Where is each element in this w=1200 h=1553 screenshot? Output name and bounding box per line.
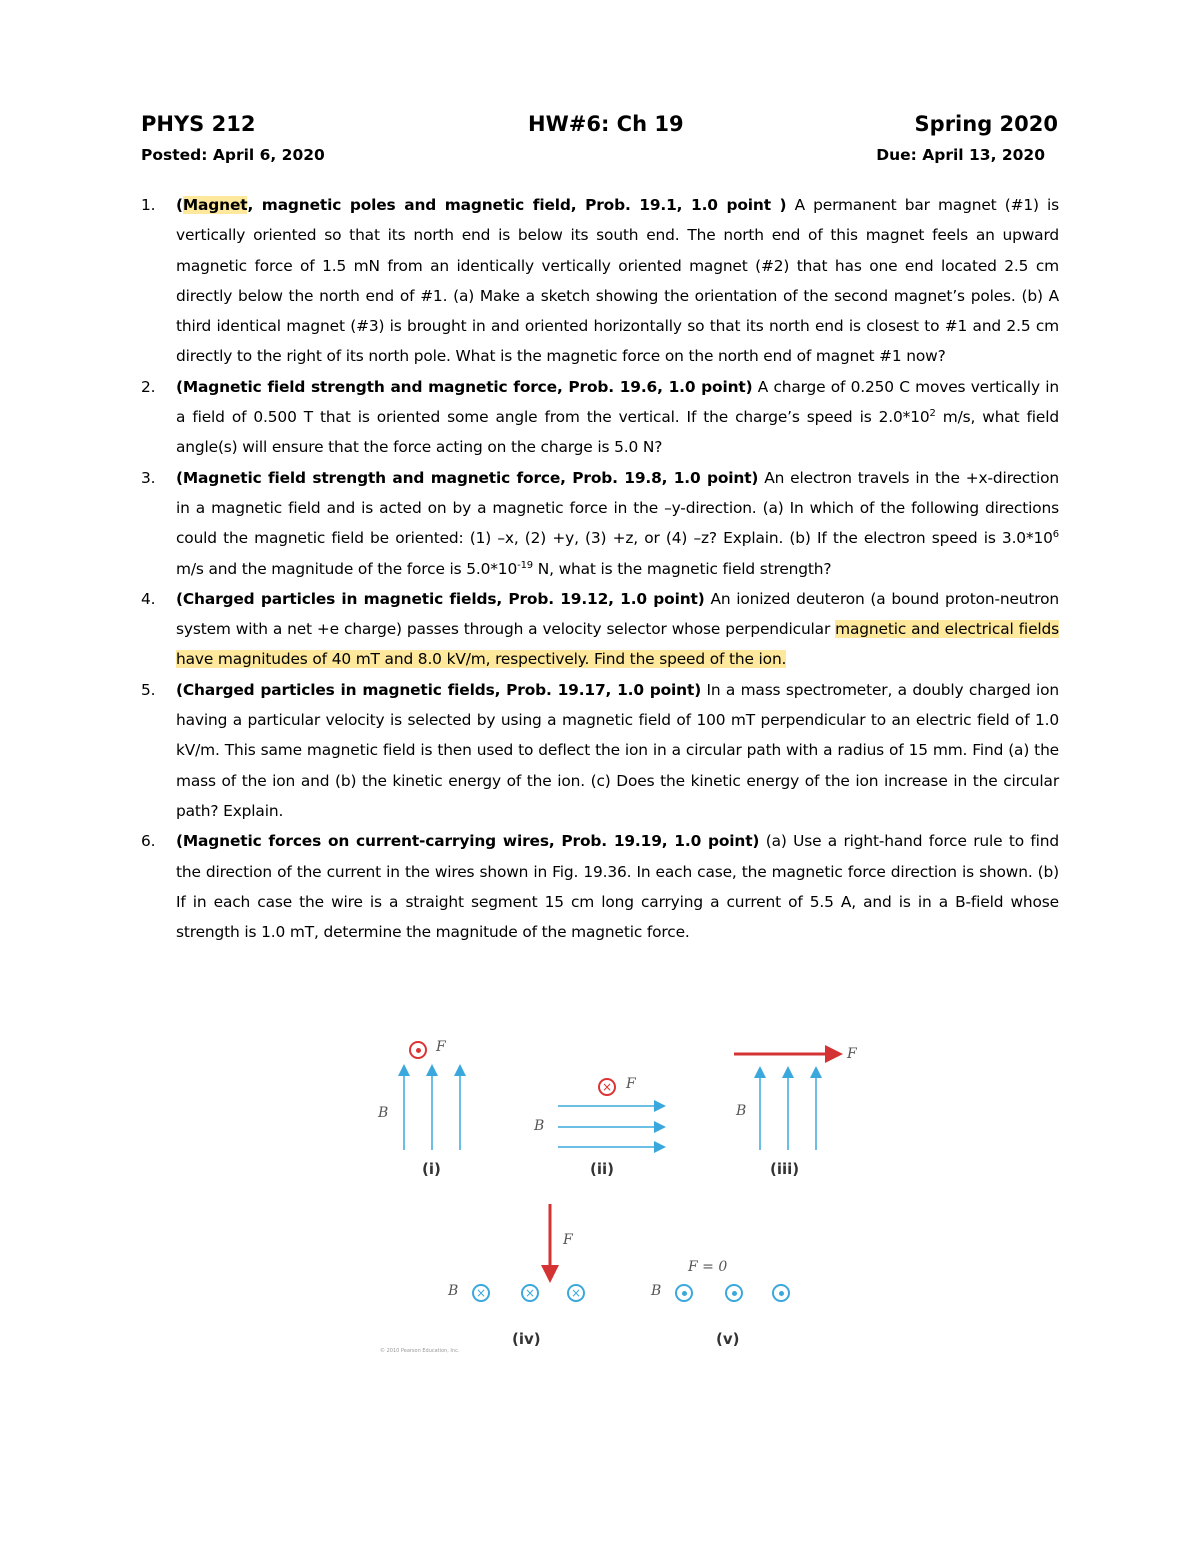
field-label: B [448, 1283, 459, 1299]
problem-body: A permanent bar magnet (#1) is vertically oriented so that its north end is below its south end. The north end of this magnet feels an upward magnetic force of 1.5 mN from an identically vertically oriented magnet (#2) that has one end located 2.5 cm directly below the north end of #1. (a) Make a sketch showing the orientation of the second magnet’s poles. (b) A third identical magnet (#3) is brought in and oriented horizontally so that its north end is closest to #1 and 2.5 cm directly to the right of its north pole. What is the magnetic force on the north end of magnet #1 now? [176, 196, 1059, 366]
force-label: F [626, 1076, 636, 1092]
problem-body-cont: m/s, what field angle(s) will ensure that the force acting on the charge is 5.0 N? [176, 408, 1059, 457]
problem-number: 5. [141, 680, 156, 699]
figure-19-36 [360, 1036, 860, 1366]
force-label: F [847, 1046, 857, 1062]
problem-body: (a) Use a right-hand force rule to find the direction of the current in the wires shown in Fig. 19.36. In each case, the magnetic force direction is shown. (b) If in each case the wire is a straight segment 15 cm long carrying a current of 5.5 A, and is in a B-field whose strength is 1.0 mT, determine the magnitude of the magnetic force. [176, 832, 1060, 942]
due-date: Due: April 13, 2020 [876, 146, 1045, 164]
problem-lead: (Charged particles in magnetic fields, Prob. 19.12, 1.0 point) [176, 589, 705, 608]
problem-body: A charge of 0.250 C moves vertically in a field of 0.500 T that is oriented some angle from the vertical. If the charge’s speed is 2.0*10 [176, 377, 1059, 427]
problem-body-cont: m/s and the magnitude of the force is 5.0*10 [176, 559, 518, 578]
course-code: PHYS 212 [141, 112, 256, 136]
panel-label-iv: (iv) [512, 1330, 541, 1348]
panel-label-iii: (iii) [770, 1160, 800, 1178]
panel-label-v: (v) [716, 1330, 740, 1348]
field-label: B [736, 1103, 747, 1119]
problem-number: 3. [141, 468, 156, 487]
field-into-page-icon: × [472, 1284, 490, 1302]
field-out-of-page-icon [772, 1284, 790, 1302]
field-into-page-icon: × [521, 1284, 539, 1302]
posted-date: Posted: April 6, 2020 [141, 146, 325, 164]
problem-lead: (Magnetic field strength and magnetic force, Prob. 19.6, 1.0 point) [176, 377, 753, 396]
field-into-page-icon: × [567, 1284, 585, 1302]
problem-body: An electron travels in the +x-direction in a magnetic field and is acted on by a magnetic force in the –y-direction. (a) In which of the following directions could the magnetic field be oriented: (1) –x, (2) +y, (3) +z, or (4) –z? Explain. (b) If the electron speed is 3.0*10 [176, 468, 1059, 548]
problem-list [141, 190, 1059, 947]
force-into-page-icon: × [598, 1078, 616, 1096]
problem-lead: (Magnet, magnetic poles and magnetic field, Prob. 19.1, 1.0 point ) [176, 196, 787, 214]
homework-title: HW#6: Ch 19 [528, 112, 684, 136]
field-label: B [534, 1118, 545, 1134]
exponent: -19 [517, 559, 533, 571]
problem-number: 1. [141, 196, 156, 214]
force-out-of-page-icon [409, 1041, 427, 1059]
field-out-of-page-icon [725, 1284, 743, 1302]
problem-5 [141, 675, 1059, 826]
field-label: B [378, 1105, 389, 1121]
problem-body-end: N, what is the magnetic field strength? [533, 559, 832, 578]
problem-number: 4. [141, 589, 156, 608]
zero-force-label: F = 0 [688, 1259, 728, 1275]
panel-label-i: (i) [422, 1160, 441, 1178]
problem-lead: (Magnetic field strength and magnetic force, Prob. 19.8, 1.0 point) [176, 468, 759, 487]
term: Spring 2020 [914, 112, 1058, 136]
force-label: F [563, 1232, 573, 1248]
problem-body: In a mass spectrometer, a doubly charged ion having a particular velocity is selected by using a magnetic field of 100 mT perpendicular to an electric field of 1.0 kV/m. This same magnetic field is then used to deflect the ion in a circular path with a radius of 15 mm. Find (a) the mass of the ion and (b) the kinetic energy of the ion. (c) Does the kinetic energy of the ion increase in the circular path? Explain. [176, 680, 1059, 820]
problem-lead: (Magnetic forces on current-carrying wires, Prob. 19.19, 1.0 point) [176, 832, 760, 851]
problem-6 [141, 826, 1059, 947]
highlighted-text: magnetic and electrical fields have magnitudes of 40 mT and 8.0 kV/m, respectively. Find the speed of the ion. [176, 620, 1059, 669]
field-label: B [651, 1283, 662, 1299]
panel-label-ii: (ii) [590, 1160, 614, 1178]
problem-4 [141, 584, 1059, 675]
problem-lead: (Charged particles in magnetic fields, Prob. 19.17, 1.0 point) [176, 680, 702, 699]
problem-number: 6. [141, 832, 156, 851]
field-out-of-page-icon [675, 1284, 693, 1302]
force-label: F [436, 1039, 446, 1055]
problem-body: An ionized deuteron (a bound proton-neutron system with a net +e charge) passes through a velocity selector whose perpendicular [176, 589, 1059, 639]
exponent: 6 [1052, 529, 1059, 541]
problem-1 [141, 190, 1059, 372]
exponent: 2 [929, 408, 936, 420]
figure-copyright: © 2010 Pearson Education, Inc. [380, 1348, 460, 1354]
problem-3 [141, 463, 1059, 584]
problem-number: 2. [141, 377, 156, 396]
problem-2 [141, 372, 1059, 463]
highlighted-text: Magnet [182, 196, 248, 214]
